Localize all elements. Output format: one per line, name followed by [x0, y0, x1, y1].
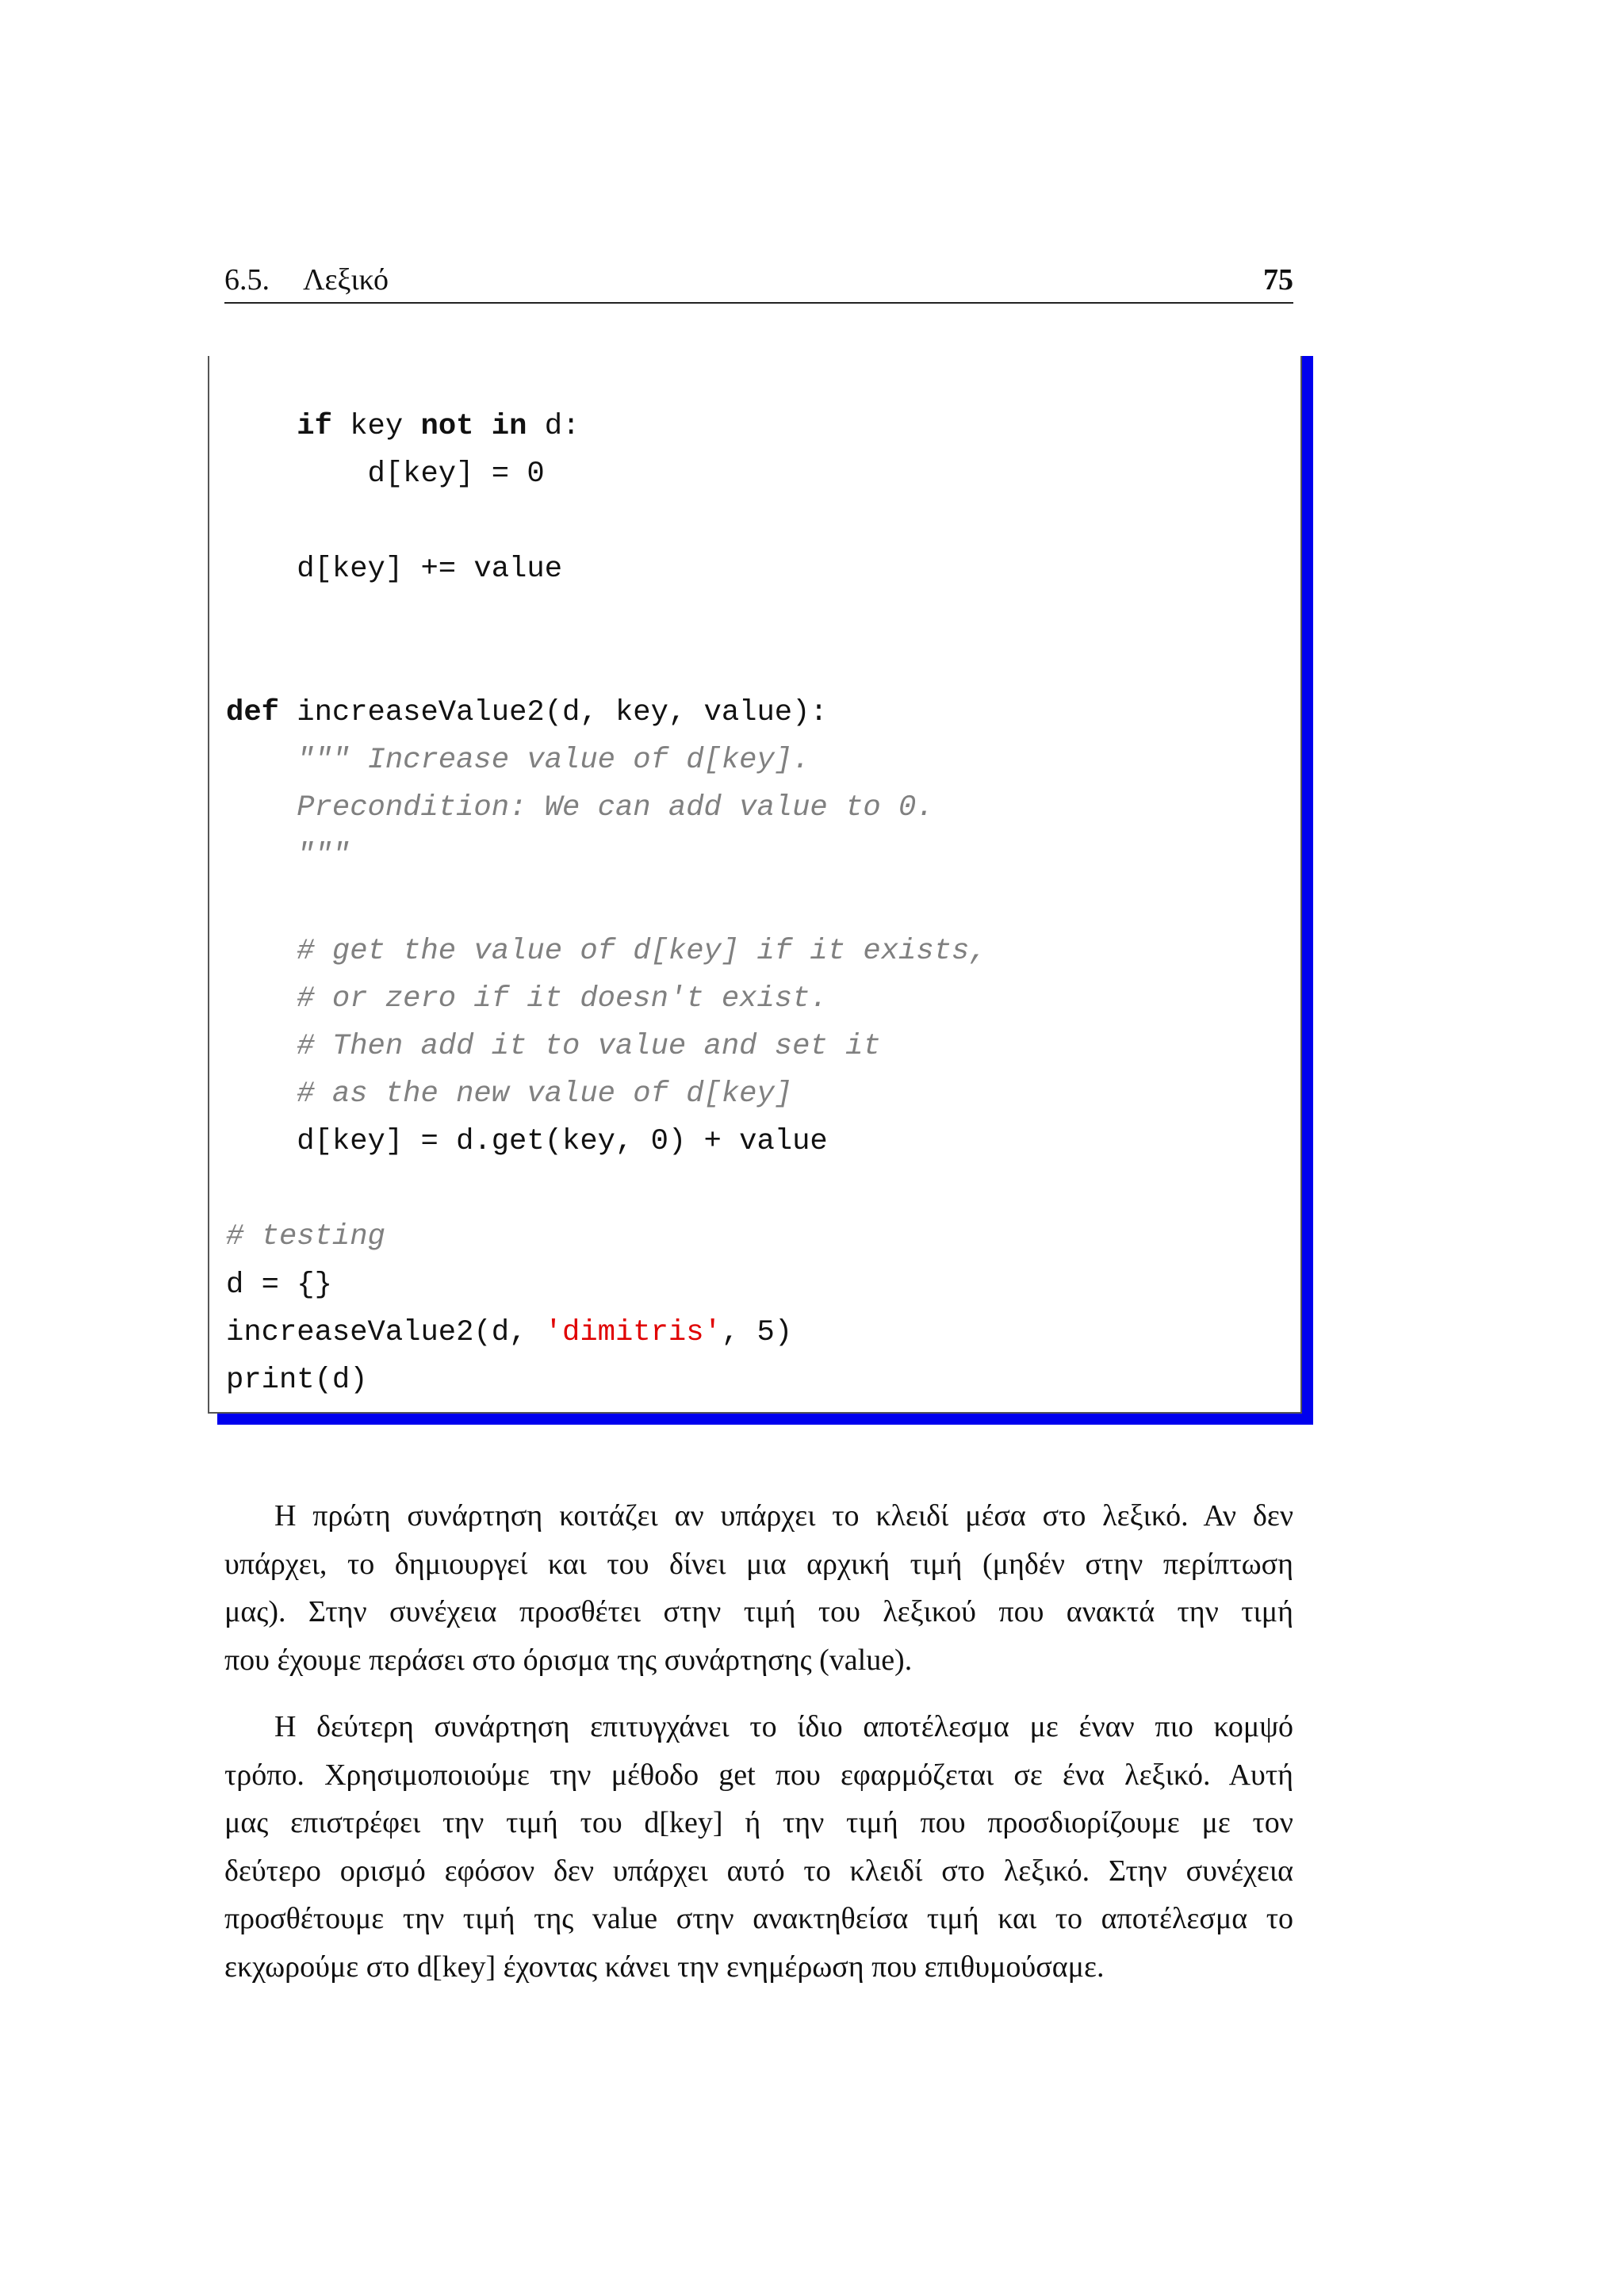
code-line: [226, 1357, 987, 1404]
code-line: [226, 975, 987, 1023]
code-line: [226, 498, 987, 545]
code-line: [226, 1023, 987, 1070]
code-text: [226, 1077, 297, 1111]
paragraph-line: τρόπο. Χρησιμοποιούμε την μέθοδο get που εφαρμόζεται σε ένα λεξικό. Αυτή: [224, 1758, 1293, 1792]
code-keyword: not: [420, 410, 474, 443]
code-comment: # get the value of d[key] if it exists,: [297, 934, 987, 968]
code-listing-shadow-right: [1302, 356, 1313, 1425]
code-text: [226, 791, 297, 825]
code-line: [226, 928, 987, 975]
code-line: [226, 1213, 987, 1261]
code-text: , 5): [721, 1315, 793, 1349]
code-line: [226, 594, 987, 641]
code-line: [226, 1070, 987, 1118]
code-line: [226, 450, 987, 498]
code-keyword: def: [226, 695, 279, 729]
header-rule: [224, 302, 1293, 304]
section-number: 6.5.: [224, 263, 270, 297]
code-comment: """ Increase value of d[key].: [297, 743, 810, 777]
paragraph-line: Η πρώτη συνάρτηση κοιτάζει αν υπάρχει το κλειδί μέσα στο λεξικό. Αν δεν: [274, 1499, 1293, 1533]
paragraph-line: υπάρχει, το δημιουργεί και του δίνει μια αρχική τιμή (μηδέν στην περίπτωση: [224, 1547, 1293, 1581]
paragraph: [224, 1703, 1293, 1991]
paragraph-line: που έχουμε περάσει στο όρισμα της συνάρτησης (value).: [224, 1643, 913, 1677]
code-line: [226, 1261, 987, 1309]
code-line: [226, 784, 987, 832]
code-text: [226, 935, 297, 968]
code-listing-shadow-bottom: [217, 1414, 1313, 1425]
code-text: [226, 982, 297, 1016]
code-text: d[key] = 0: [226, 457, 545, 492]
code-line: [226, 1165, 987, 1213]
code-line: [226, 879, 987, 927]
code-comment: # or zero if it doesn't exist.: [297, 982, 828, 1016]
code-line: [226, 689, 987, 737]
code-text: d[key] += value: [226, 553, 563, 587]
code-line: [226, 1118, 987, 1165]
code-line: [226, 832, 987, 879]
paragraph-line: εκχωρούμε στο d[key] έχοντας κάνει την ενημέρωση που επιθυμούσαμε.: [224, 1950, 1105, 1984]
code-comment: """: [297, 839, 350, 873]
code-line: [226, 1309, 987, 1357]
code-line: [226, 403, 987, 450]
code-text: increaseValue2(d,: [226, 1315, 545, 1349]
code-text: print(d): [226, 1363, 368, 1397]
code-keyword: if: [297, 410, 332, 443]
paragraph-line: δεύτερο ορισμό εφόσον δεν υπάρχει αυτό το κλειδί στο λεξικό. Στην συνέχεια: [224, 1854, 1293, 1888]
paragraph-line: προσθέτουμε την τιμή της value στην ανακτηθείσα τιμή και το αποτέλεσμα το: [224, 1902, 1293, 1935]
code-text: [226, 744, 297, 777]
paragraph-line: μας). Στην συνέχεια προσθέτει στην τιμή του λεξικού που ανακτά την τιμή: [224, 1595, 1293, 1628]
code-line: [226, 641, 987, 689]
code-text: d = {}: [226, 1268, 332, 1302]
code-string: 'dimitris': [544, 1315, 722, 1349]
paragraph: [224, 1492, 1293, 1684]
code-listing: [226, 403, 987, 1404]
code-comment: Precondition: We can add value to 0.: [297, 791, 934, 825]
code-line: [226, 545, 987, 593]
page-number: 75: [1263, 263, 1293, 297]
code-text: [226, 839, 297, 872]
code-text: [226, 1030, 297, 1063]
code-text: increaseValue2(d, key, value):: [278, 695, 828, 729]
code-comment: # Then add it to value and set it: [297, 1029, 881, 1063]
code-text: [226, 410, 297, 443]
section-title: Λεξικό: [303, 263, 389, 297]
code-text: d[key] = d.get(key, 0) + value: [226, 1125, 828, 1159]
code-text: key: [331, 410, 421, 443]
code-comment: # as the new value of d[key]: [297, 1077, 793, 1111]
code-text: d:: [527, 410, 580, 443]
running-header: [224, 256, 1293, 304]
code-comment: # testing: [226, 1220, 385, 1254]
code-line: [226, 737, 987, 784]
paragraph-line: μας επιστρέφει την τιμή του d[key] ή την τιμή που προσδιορίζουμε με τον: [224, 1806, 1293, 1839]
code-keyword: in: [491, 410, 527, 443]
paragraph-line: Η δεύτερη συνάρτηση επιτυγχάνει το ίδιο αποτέλεσμα με έναν πιο κομψό: [274, 1710, 1293, 1743]
code-text: [473, 410, 491, 443]
